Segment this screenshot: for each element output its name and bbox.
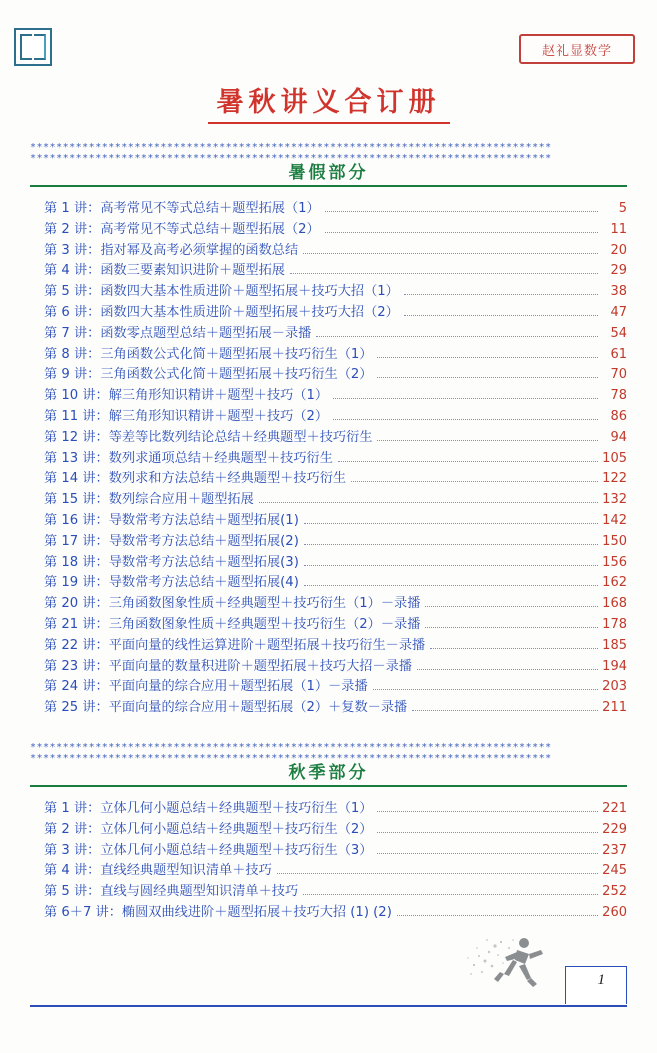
toc-entry-label: 第 1 讲：高考常见不等式总结＋题型拓展（1） (44, 201, 320, 216)
toc-entry-page: 178 (602, 616, 627, 632)
toc-entry-label: 第 11 讲：解三角形知识精讲＋题型＋技巧（2） (44, 408, 329, 424)
toc-entry-page: 132 (602, 492, 627, 508)
toc-entry-page: 142 (602, 512, 627, 528)
toc-leader (425, 619, 598, 628)
toc-entry-label: 第 13 讲：数列求通项总结＋经典题型＋技巧衍生 (44, 450, 333, 466)
toc-entry-label: 第 14 讲：数列求和方法总结＋经典题型＋技巧衍生 (44, 471, 347, 487)
toc-leader (303, 245, 598, 254)
list-item[interactable] (30, 698, 627, 719)
list-item[interactable] (30, 261, 627, 282)
list-item[interactable] (30, 657, 627, 678)
toc-entry-label: 第 9 讲：三角函数公式化简＋题型拓展＋技巧衍生（2） (44, 367, 373, 383)
list-item[interactable] (30, 386, 627, 407)
publisher-logo-icon (14, 28, 52, 66)
toc-entry-page: 54 (610, 325, 627, 341)
toc-entry-label: 第 7 讲：函数零点题型总结＋题型拓展－录播 (44, 325, 312, 341)
star-border-bottom: ******************************************************************************** (30, 153, 552, 164)
footer-rule (30, 1005, 627, 1007)
toc-entry-page: 70 (610, 367, 627, 383)
list-item[interactable] (30, 490, 627, 511)
toc-entry-label: 第 16 讲：导数常考方法总结＋题型拓展(1) (44, 512, 299, 528)
toc-entry-label: 第 8 讲：三角函数公式化简＋题型拓展＋技巧衍生（1） (44, 346, 373, 362)
toc-entry-label: 第 18 讲：导数常考方法总结＋题型拓展(3) (44, 554, 299, 570)
toc-entry-page: 168 (602, 596, 627, 612)
list-item[interactable] (30, 532, 627, 553)
toc-entry-label: 第 3 讲：指对幂及高考必须掌握的函数总结 (44, 242, 299, 258)
toc-entry-page: 122 (602, 471, 627, 487)
list-item[interactable] (30, 903, 627, 924)
toc-entry-label: 第 1 讲：立体几何小题总结＋经典题型＋技巧衍生（1） (44, 801, 373, 816)
toc-leader (304, 536, 598, 545)
toc-leader (377, 845, 598, 854)
star-border-bottom: ******************************************************************************** (30, 753, 552, 764)
list-item[interactable] (30, 799, 627, 820)
list-item[interactable] (30, 199, 627, 220)
section-title: 暑假部分 (288, 163, 369, 183)
section-autumn (30, 742, 627, 924)
toc-leader (325, 224, 598, 233)
toc-entry-page: 245 (602, 863, 627, 879)
toc-entry-page: 211 (602, 700, 627, 716)
page-number-box (565, 966, 627, 1004)
toc-entry-label: 第 6＋7 讲：椭圆双曲线进阶＋题型拓展＋技巧大招 (1) (2) (44, 904, 392, 920)
section-summer (30, 142, 627, 719)
list-item[interactable] (30, 861, 627, 882)
toc-entry-label: 第 10 讲：解三角形知识精讲＋题型＋技巧（1） (44, 388, 329, 404)
list-item[interactable] (30, 324, 627, 345)
toc-entry-label: 第 3 讲：立体几何小题总结＋经典题型＋技巧衍生（3） (44, 842, 373, 858)
toc-leader (430, 640, 598, 649)
toc-entry-page: 260 (602, 904, 627, 920)
list-item[interactable] (30, 677, 627, 698)
toc-entry-page: 78 (610, 388, 627, 404)
toc-list-summer (30, 199, 627, 719)
toc-entry-page: 150 (602, 533, 627, 549)
list-item[interactable] (30, 882, 627, 903)
toc-entry-label: 第 12 讲：等差等比数列结论总结＋经典题型＋技巧衍生 (44, 429, 373, 445)
toc-entry-page: 105 (602, 450, 627, 466)
toc-entry-page: 156 (602, 554, 627, 570)
title-underline (208, 122, 450, 124)
toc-entry-label: 第 19 讲：导数常考方法总结＋题型拓展(4) (44, 575, 299, 591)
page-title: 暑秋讲义合订册 (216, 87, 441, 118)
toc-entry-page: 252 (602, 884, 627, 900)
toc-leader (412, 702, 598, 711)
toc-leader (338, 453, 598, 462)
list-item[interactable] (30, 449, 627, 470)
toc-entry-label: 第 4 讲：直线经典题型知识清单＋技巧 (44, 863, 272, 879)
toc-leader (259, 494, 598, 503)
toc-entry-label: 第 21 讲：三角函数图象性质＋经典题型＋技巧衍生（2）－录播 (44, 616, 421, 632)
toc-leader (290, 265, 598, 274)
toc-entry-page: 86 (610, 408, 627, 424)
toc-entry-label: 第 4 讲：函数三要素知识进阶＋题型拓展 (44, 263, 285, 279)
toc-leader (277, 865, 598, 874)
list-item[interactable] (30, 594, 627, 615)
toc-entry-page: 94 (610, 429, 627, 445)
toc-entry-page: 38 (610, 284, 627, 300)
list-item[interactable] (30, 573, 627, 594)
toc-leader (373, 681, 598, 690)
toc-entry-label: 第 2 讲：高考常见不等式总结＋题型拓展（2） (44, 221, 320, 237)
toc-entry-page: 5 (618, 201, 627, 216)
toc-entry-label: 第 5 讲：函数四大基本性质进阶＋题型拓展＋技巧大招（1） (44, 284, 399, 300)
toc-leader (333, 390, 598, 399)
toc-entry-label: 第 6 讲：函数四大基本性质进阶＋题型拓展＋技巧大招（2） (44, 304, 399, 320)
section-header-summer (30, 153, 627, 193)
toc-list-autumn (30, 799, 627, 924)
toc-entry-label: 第 17 讲：导数常考方法总结＋题型拓展(2) (44, 533, 299, 549)
toc-entry-label: 第 22 讲：平面向量的线性运算进阶＋题型拓展＋技巧衍生－录播 (44, 637, 426, 653)
list-item[interactable] (30, 820, 627, 841)
toc-leader (316, 328, 598, 337)
list-item[interactable] (30, 636, 627, 657)
toc-entry-page: 162 (602, 575, 627, 591)
section-divider (30, 185, 627, 187)
brand-stamp: 赵礼显数学 (519, 34, 635, 64)
list-item[interactable] (30, 365, 627, 386)
toc-leader (304, 577, 598, 586)
list-item[interactable] (30, 428, 627, 449)
toc-leader (351, 473, 598, 482)
list-item[interactable] (30, 469, 627, 490)
toc-leader (377, 432, 598, 441)
toc-leader (303, 886, 598, 895)
list-item[interactable] (30, 841, 627, 862)
toc-entry-label: 第 25 讲：平面向量的综合应用＋题型拓展（2）＋复数－录播 (44, 700, 408, 716)
toc-entry-page: 11 (610, 221, 627, 237)
toc-leader (377, 369, 598, 378)
toc-entry-label: 第 5 讲：直线与圆经典题型知识清单＋技巧 (44, 884, 299, 900)
toc-entry-label: 第 23 讲：平面向量的数量积进阶＋题型拓展＋技巧大招－录播 (44, 658, 413, 674)
toc-leader (325, 203, 598, 212)
star-border-top: ******************************************************************************** (30, 142, 552, 153)
toc-entry-page: 29 (610, 263, 627, 279)
list-item[interactable] (30, 303, 627, 324)
runner-illustration-icon (465, 930, 557, 996)
toc-entry-label: 第 24 讲：平面向量的综合应用＋题型拓展（1）－录播 (44, 679, 368, 695)
toc-entry-page: 229 (602, 821, 627, 837)
list-item[interactable] (30, 220, 627, 241)
toc-entry-page: 237 (602, 842, 627, 858)
toc-entry-label: 第 2 讲：立体几何小题总结＋经典题型＋技巧衍生（2） (44, 821, 373, 837)
toc-leader (404, 307, 598, 316)
toc-leader (404, 286, 598, 295)
toc-entry-label: 第 20 讲：三角函数图象性质＋经典题型＋技巧衍生（1）－录播 (44, 596, 421, 612)
toc-entry-page: 194 (602, 658, 627, 674)
toc-entry-page: 61 (610, 346, 627, 362)
section-divider (30, 785, 627, 787)
toc-leader (425, 598, 598, 607)
list-item[interactable] (30, 241, 627, 262)
list-item[interactable] (30, 553, 627, 574)
section-header-autumn (30, 753, 627, 793)
toc-entry-page: 203 (602, 679, 627, 695)
page-number: 1 (597, 972, 605, 988)
toc-leader (377, 349, 598, 358)
toc-entry-page: 185 (602, 637, 627, 653)
list-item[interactable] (30, 615, 627, 636)
toc-entry-label: 第 15 讲：数列综合应用＋题型拓展 (44, 492, 254, 508)
star-border-top: ******************************************************************************** (30, 742, 552, 753)
section-title: 秋季部分 (288, 763, 369, 783)
toc-entry-page: 47 (610, 304, 627, 320)
toc-entry-page: 221 (602, 801, 627, 816)
list-item[interactable] (30, 345, 627, 366)
toc-leader (304, 515, 598, 524)
toc-leader (377, 803, 598, 812)
toc-leader (377, 824, 598, 833)
toc-leader (397, 907, 598, 916)
list-item[interactable] (30, 282, 627, 303)
list-item[interactable] (30, 407, 627, 428)
toc-leader (333, 411, 598, 420)
list-item[interactable] (30, 511, 627, 532)
toc-leader (417, 661, 598, 670)
toc-entry-page: 20 (610, 242, 627, 258)
toc-leader (304, 557, 598, 566)
